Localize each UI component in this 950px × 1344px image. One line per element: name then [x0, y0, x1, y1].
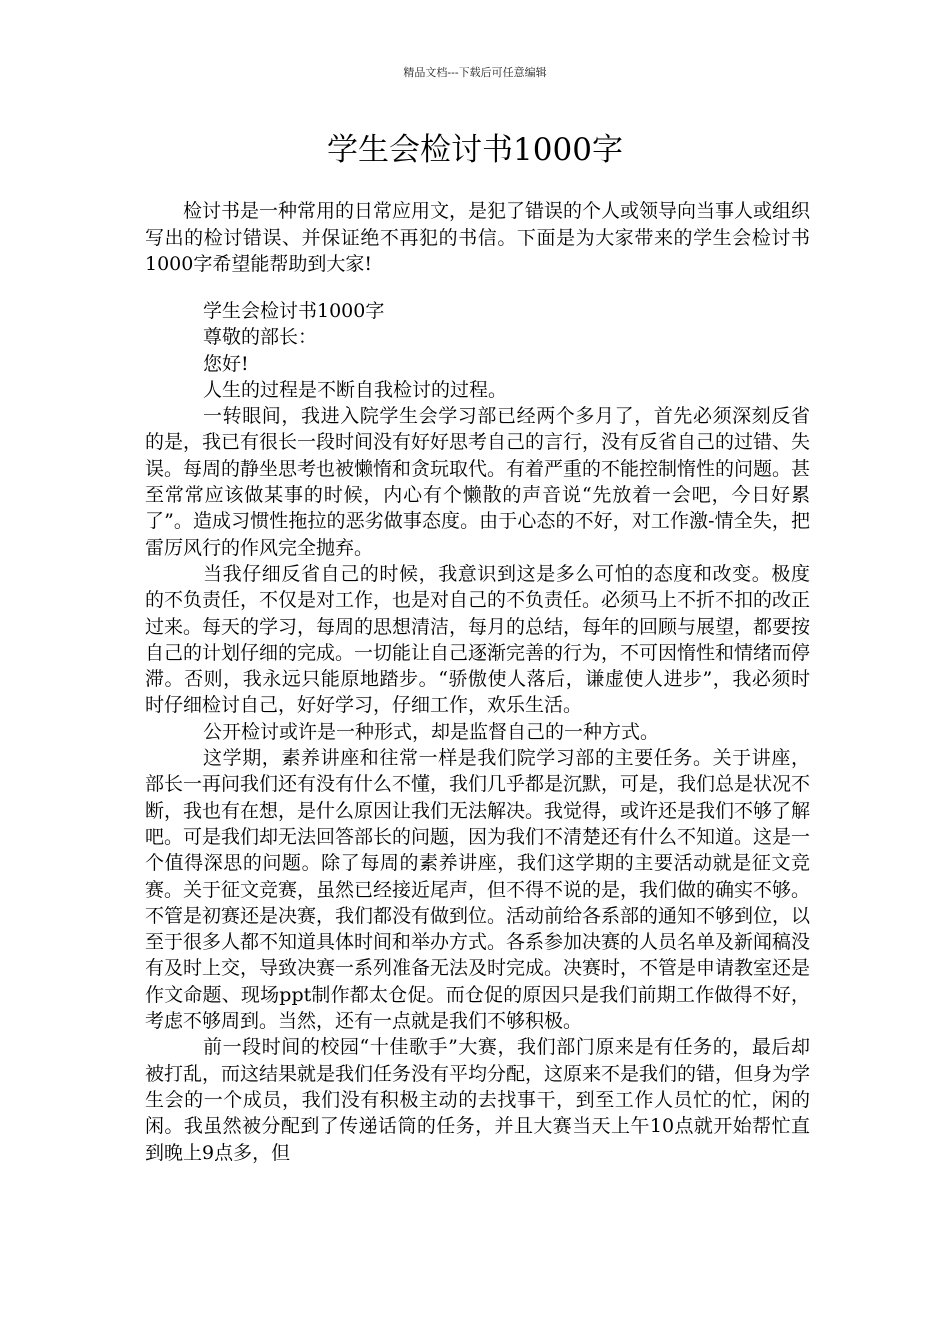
intro-paragraph: 检讨书是一种常用的日常应用文，是犯了错误的个人或领导向当事人或组织写出的检讨错误、并保证绝不再犯的书信。下面是为大家带来的学生会检讨书1000字希望能帮助到大家!: [145, 200, 811, 275]
letter-salutation: 尊敬的部长：: [203, 326, 318, 349]
body-paragraph: 公开检讨或许是一种形式，却是监督自己的一种方式。: [203, 720, 660, 743]
body-paragraph: 当我仔细反省自己的时候，我意识到这是多么可怕的态度和改变。极度的不负责任，不仅是对工作，也是对自己的不负责任。必须马上不折不扣的改正过来。每天的学习，每周的思想清洁，每月的总结，每年的回顾与展望，都要按自己的计划仔细的完成。一切能让自己逐渐完善的行为，不可因惰性和情绪而停滞。否则，我永远只能原地踏步。“骄傲使人落后，谦虚使人进步”，我必须时时仔细检讨自己，好好学习，仔细工作，欢乐生活。: [145, 562, 811, 717]
body-paragraph: 一转眼间，我进入院学生会学习部已经两个多月了，首先必须深刻反省的是，我已有很长一段时间没有好好思考自己的言行，没有反省自己的过错、失误。每周的静坐思考也被懒惰和贪玩取代。有着严重的不能控制惰性的问题。甚至常常应该做某事的时候，内心有个懒散的声音说“先放着一会吧，今日好累了”。造成习惯性拖拉的恶劣做事态度。由于心态的不好，对工作激-情全失，把雷厉风行的作风完全抛弃。: [145, 405, 811, 559]
page-header-note: 精品文档---下载后可任意编辑: [403, 66, 547, 79]
letter-title: 学生会检讨书1000字: [203, 300, 385, 322]
page-title: 学生会检讨书1000字: [327, 132, 623, 168]
body-paragraph: 这学期，素养讲座和往常一样是我们院学习部的主要任务。关于讲座，部长一再问我们还有没有什么不懂，我们几乎都是沉默，可是，我们总是状况不断，我也有在想，是什么原因让我们无法解决。我觉得，或许还是我们不够了解吧。可是我们却无法回答部长的问题，因为我们不清楚还有什么不知道。这是一个值得深思的问题。除了每周的素养讲座，我们这学期的主要活动就是征文竞赛。关于征文竞赛，虽然已经接近尾声，但不得不说的是，我们做的确实不够。不管是初赛还是决赛，我们都没有做到位。活动前给各系部的通知不够到位，以至于很多人都不知道具体时间和举办方式。各系参加决赛的人员名单及新闻稿没有及时上交，导致决赛一系列准备无法及时完成。决赛时，不管是申请教室还是作文命题、现场ppt制作都太仓促。而仓促的原因只是我们前期工作做得不好，考虑不够周到。当然，还有一点就是我们不够积极。: [145, 747, 811, 1033]
letter-greeting: 您好!: [203, 352, 249, 375]
body-paragraph: 前一段时间的校园“十佳歌手”大赛，我们部门原来是有任务的，最后却被打乱，而这结果就是我们任务没有平均分配，这原来不是我们的错，但身为学生会的一个成员，我们没有积极主动的去找事干，到至工作人员忙的忙，闲的闲。我虽然被分配到了传递话筒的任务，并且大赛当天上午10点就开始帮忙直到晚上9点多，但: [145, 1036, 811, 1164]
letter-body: [145, 298, 810, 1166]
letter-opening-line: 人生的过程是不断自我检讨的过程。: [203, 378, 508, 401]
